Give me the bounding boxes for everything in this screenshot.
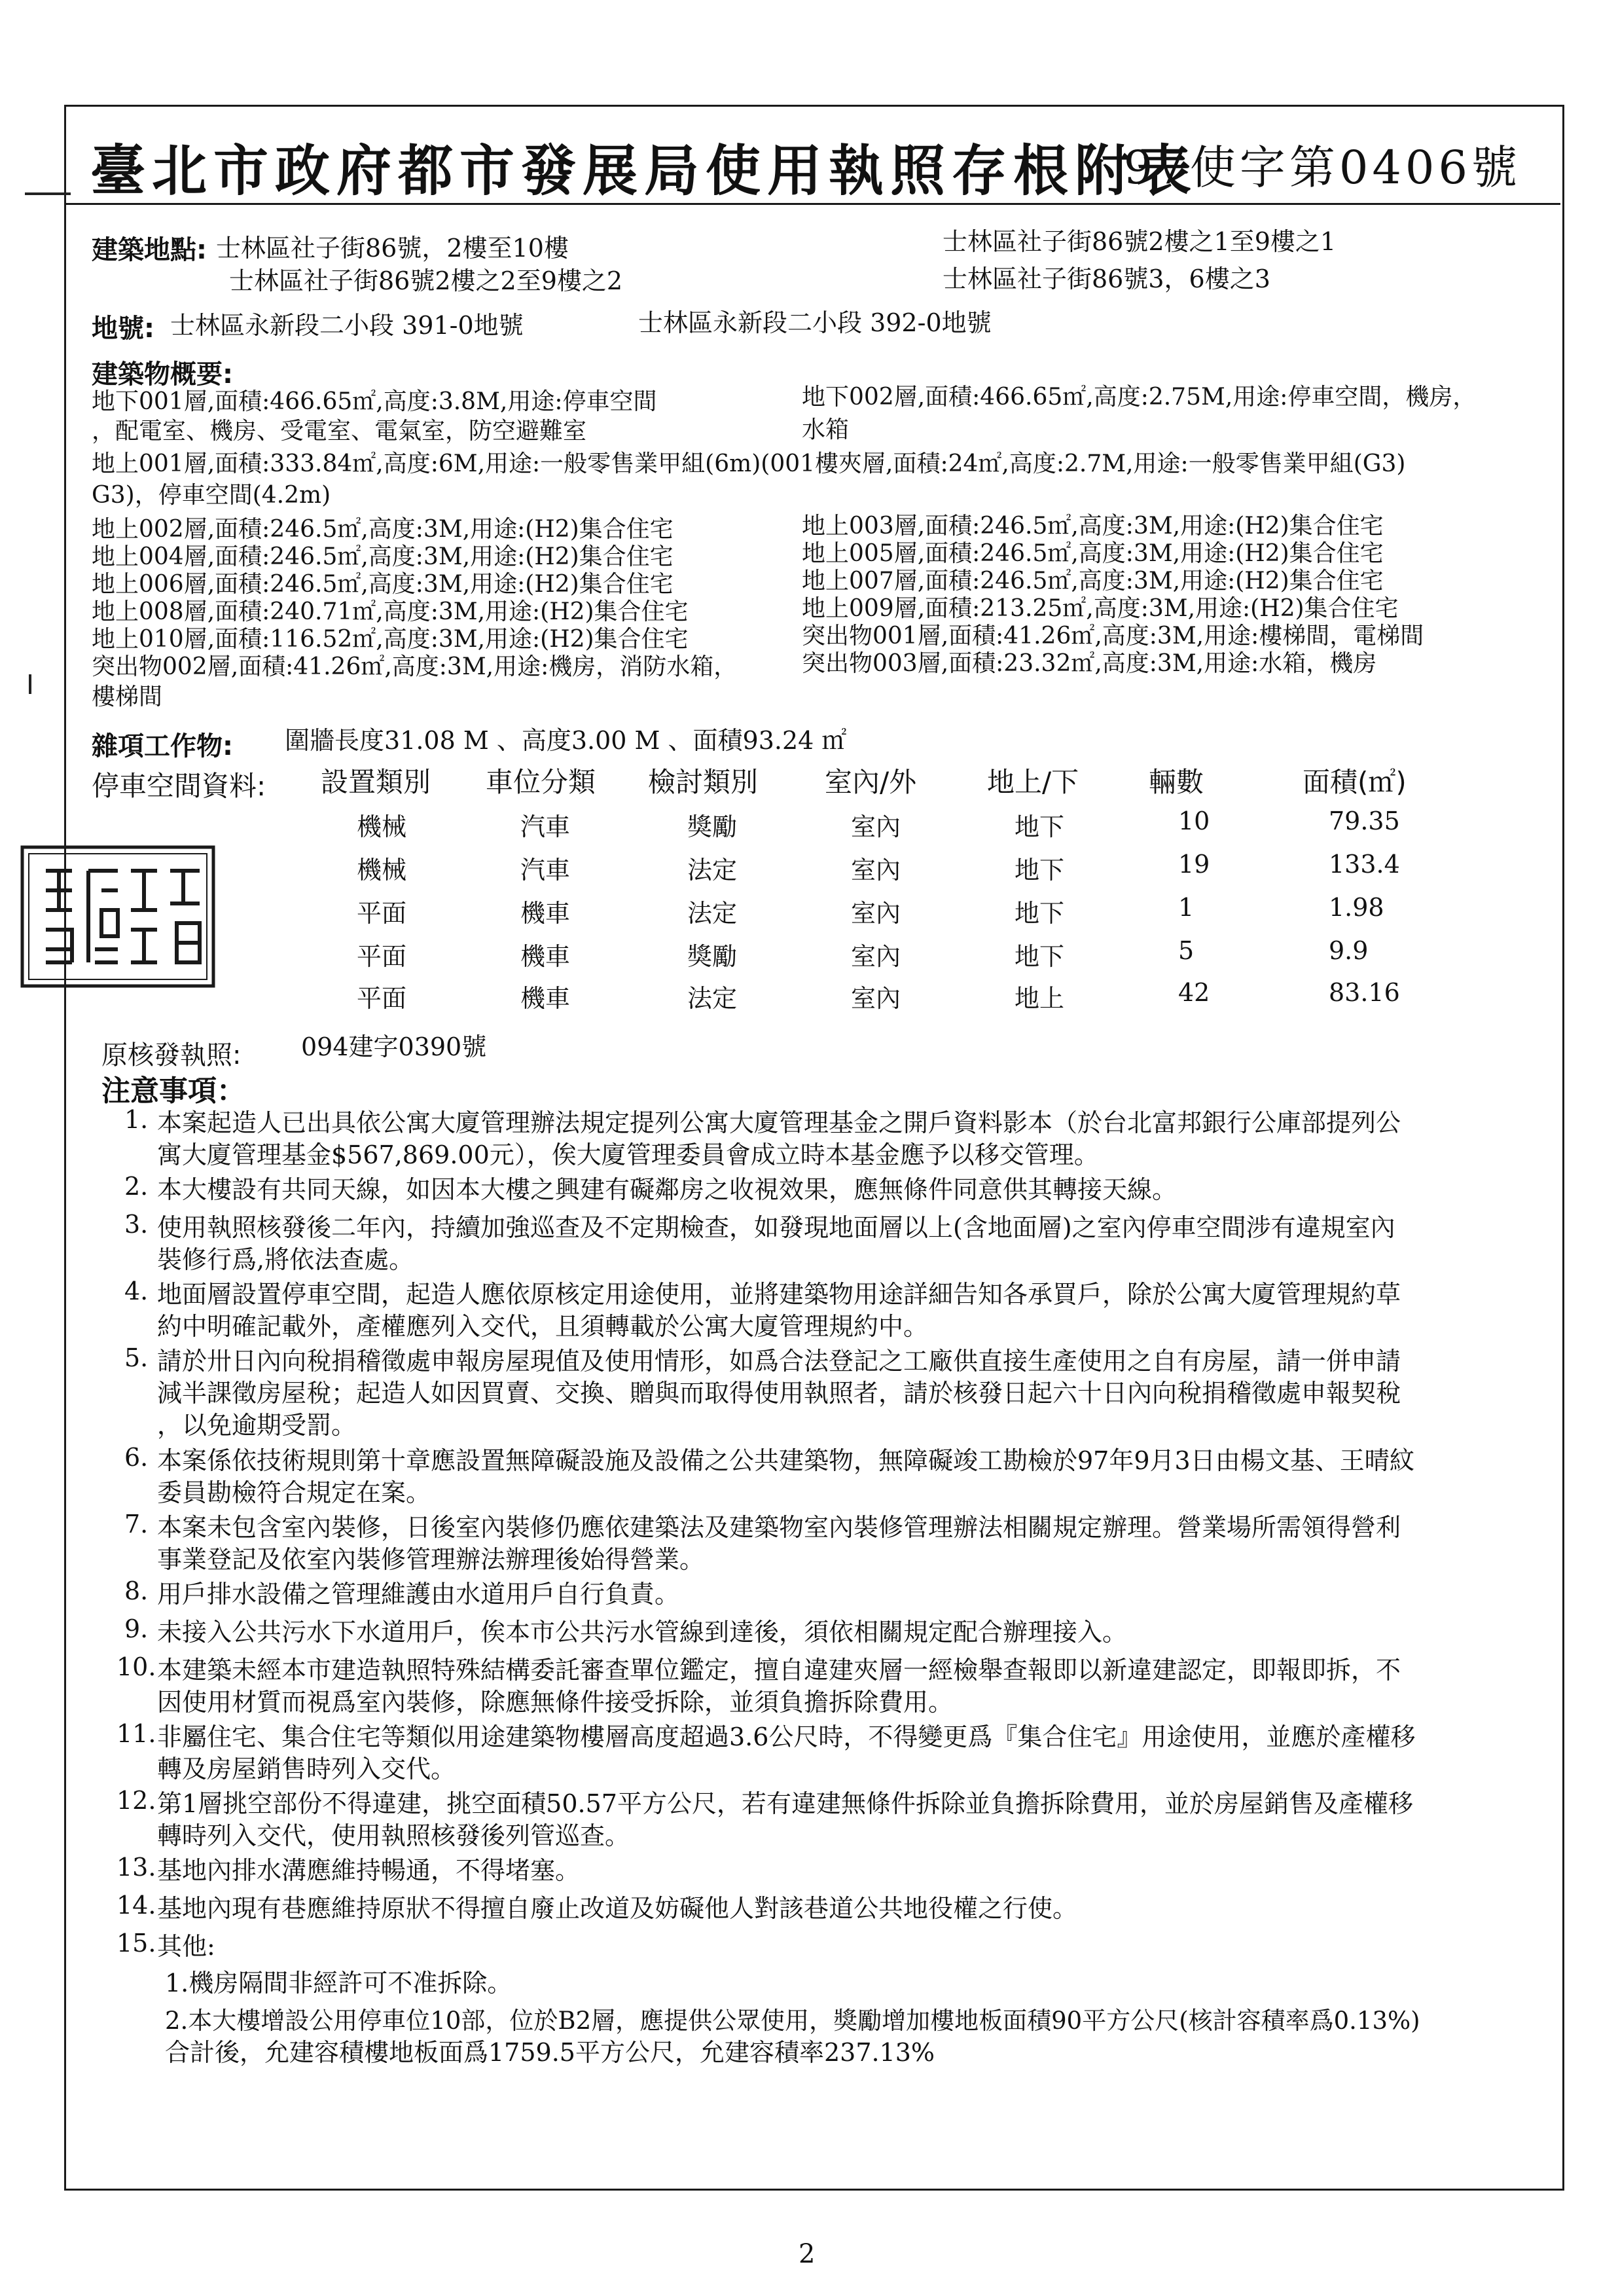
parking-cell: 地下 xyxy=(1015,856,1065,884)
parking-cell: 汽車 xyxy=(520,856,571,884)
note-number: 9. xyxy=(124,1614,149,1643)
parking-header-1: 設置類別 xyxy=(321,766,431,798)
note-number: 4. xyxy=(124,1277,149,1305)
parking-cell: 42 xyxy=(1178,978,1210,1007)
note-line: 第1層挑空部份不得違建，挑空面積50.57平方公尺，若有違建無條件拆除並負擔拆除費用，並於房屋銷售及產權移 xyxy=(157,1789,1413,1818)
parking-cell: 法定 xyxy=(687,856,738,884)
page-number: 2 xyxy=(799,2239,816,2269)
note-line: 轉時列入交代，使用執照核發後列管巡查。 xyxy=(157,1821,630,1850)
address-line1-right: 士林區社子街86號2樓之1至9樓之1 xyxy=(943,227,1337,256)
note-number: 14. xyxy=(117,1891,156,1920)
parking-cell: 地上 xyxy=(1015,984,1065,1013)
note-line: 用戶排水設備之管理維護由水道用戶自行負責。 xyxy=(157,1580,680,1609)
parking-cell: 5 xyxy=(1178,936,1195,965)
parking-cell: 1 xyxy=(1178,893,1195,922)
note-number: 6. xyxy=(124,1443,149,1472)
parking-cell: 室內 xyxy=(851,899,901,928)
parking-cell: 法定 xyxy=(687,984,738,1013)
parking-cell: 機械 xyxy=(357,812,407,841)
floor-right-3: 地上007層,面積:246.5㎡,高度:3M,用途:(H2)集合住宅 xyxy=(802,568,1384,594)
note-line: 使用執照核發後二年內，持續加強巡查及不定期檢查，如發現地面層以上(含地面層)之室內停車空間涉有違規室內 xyxy=(157,1213,1395,1242)
parking-cell: 機車 xyxy=(520,942,571,971)
original-license-label: 原核發執照: xyxy=(101,1040,242,1070)
parking-cell: 平面 xyxy=(357,942,407,971)
note-number: 15. xyxy=(117,1929,156,1958)
note-line: 其他: xyxy=(157,1932,215,1961)
address-line2-left: 士林區社子街86號2樓之2至9樓之2 xyxy=(229,266,623,295)
address-line2-right: 士林區社子街86號3，6樓之3 xyxy=(943,264,1270,293)
note-line: 本大樓設有共同天線，如因本大樓之興建有礙鄰房之收視效果，應無條件同意供其轉接天線。 xyxy=(157,1175,1178,1204)
note-number: 1. xyxy=(124,1105,149,1134)
note-line: 轉及房屋銷售時列入交代。 xyxy=(157,1755,456,1783)
note-line: 寓大廈管理基金$567,869.00元），俟大廈管理委員會成立時本基金應予以移交管理。 xyxy=(157,1140,1099,1169)
parking-cell: 79.35 xyxy=(1329,807,1400,835)
parking-cell: 機車 xyxy=(520,899,571,928)
lot-left: 士林區永新段二小段 391-0地號 xyxy=(170,311,524,340)
note-line: 事業登記及依室內裝修管理辦法辦理後始得營業。 xyxy=(157,1545,705,1574)
misc-label: 雜項工作物: xyxy=(92,731,233,761)
title-row xyxy=(64,105,1560,205)
note-line: 本建築未經本市建造執照特殊結構委託審查單位鑑定，擅自違建夾層一經檢舉查報即以新違建認定，即報即拆，不 xyxy=(157,1656,1401,1685)
note-number: 11. xyxy=(117,1719,156,1748)
note-line: 本案係依技術規則第十章應設置無障礙設施及設備之公共建築物，無障礙竣工勘檢於97年9月3日由楊文基、王晴紋 xyxy=(157,1446,1414,1475)
lot-label: 地號: xyxy=(92,314,154,344)
note-sub-2-line2: 合計後，允建容積樓地板面爲1759.5平方公尺，允建容積率237.13% xyxy=(165,2038,935,2067)
parking-cell: 室內 xyxy=(851,856,901,884)
floor-right-1: 地上003層,面積:246.5㎡,高度:3M,用途:(H2)集合住宅 xyxy=(802,513,1384,539)
note-line: 委員勘檢符合規定在案。 xyxy=(157,1478,431,1507)
note-line: 基地內排水溝應維持暢通，不得堵塞。 xyxy=(157,1856,581,1885)
floor-right-5: 突出物001層,面積:41.26㎡,高度:3M,用途:樓梯間，電梯間 xyxy=(802,623,1424,649)
note-line: 約中明確記載外，產權應列入交代，且須轉載於公寓大廈管理規約中。 xyxy=(157,1312,929,1341)
note-line: 因使用材質而視爲室內裝修，除應無條件接受拆除，並須負擔拆除費用。 xyxy=(157,1688,954,1717)
parking-cell: 室內 xyxy=(851,984,901,1013)
note-line: 非屬住宅、集合住宅等類似用途建築物樓層高度超過3.6公尺時，不得變更爲『集合住宅』用途使用，並應於產權移 xyxy=(157,1722,1416,1751)
floor-left-1: 地上002層,面積:246.5㎡,高度:3M,用途:(H2)集合住宅 xyxy=(92,516,674,543)
parking-cell: 法定 xyxy=(687,899,738,928)
parking-cell: 83.16 xyxy=(1329,978,1400,1007)
parking-cell: 室內 xyxy=(851,812,901,841)
floor-right-4: 地上009層,面積:213.25㎡,高度:3M,用途:(H2)集合住宅 xyxy=(802,595,1399,622)
g1-line1: 地上001層,面積:333.84㎡,高度:6M,用途:一般零售業甲組(6m)(001樓夾層,面積:24㎡,高度:2.7M,用途:一般零售業甲組(G3) xyxy=(92,450,1406,477)
parking-cell: 平面 xyxy=(357,899,407,928)
parking-cell: 地下 xyxy=(1015,812,1065,841)
misc-value: 圍牆長度31.08 M 、高度3.00 M 、面積93.24 ㎡ xyxy=(285,726,847,755)
note-line: 請於卅日內向稅捐稽徵處申報房屋現值及使用情形，如爲合法登記之工廠供直接生產使用之自有房屋，請一併申請 xyxy=(157,1347,1401,1376)
parking-cell: 9.9 xyxy=(1329,936,1369,965)
b2-line2: 水箱 xyxy=(802,416,850,443)
floor-left-2: 地上004層,面積:246.5㎡,高度:3M,用途:(H2)集合住宅 xyxy=(92,543,674,570)
note-number: 8. xyxy=(124,1576,149,1605)
margin-tick xyxy=(29,674,31,694)
parking-label: 停車空間資料: xyxy=(92,770,266,802)
parking-cell: 汽車 xyxy=(520,812,571,841)
note-line: 基地內現有巷應維持原狀不得擅自廢止改道及妨礙他人對該巷道公共地役權之行使。 xyxy=(157,1894,1078,1923)
note-line: 本案未包含室內裝修，日後室內裝修仍應依建築法及建築物室內裝修管理辦法相關規定辦理。營業場所需領得營利 xyxy=(157,1513,1401,1542)
parking-cell: 19 xyxy=(1178,850,1210,879)
note-line: 本案起造人已出具依公寓大廈管理辦法規定提列公寓大廈管理基金之開戶資料影本（於台北富邦銀行公庫部提列公 xyxy=(157,1108,1401,1137)
address-line1-left: 士林區社子街86號，2樓至10樓 xyxy=(216,234,569,263)
parking-header-3: 檢討類別 xyxy=(648,766,759,798)
note-number: 12. xyxy=(117,1786,156,1815)
parking-cell: 獎勵 xyxy=(687,942,738,971)
parking-header-7: 面積(㎡) xyxy=(1303,766,1407,798)
note-sub-1: 1.機房隔間非經許可不准拆除。 xyxy=(165,1969,512,1997)
parking-header-2: 車位分類 xyxy=(486,766,596,798)
note-line: 裝修行爲,將依法查處。 xyxy=(157,1245,414,1274)
parking-header-4: 室內/外 xyxy=(825,766,917,798)
floor-left-6: 突出物002層,面積:41.26㎡,高度:3M,用途:機房，消防水箱， xyxy=(92,653,738,680)
parking-cell: 10 xyxy=(1178,807,1210,835)
parking-cell: 1.98 xyxy=(1329,893,1384,922)
parking-header-6: 輛數 xyxy=(1149,766,1204,798)
note-line: 未接入公共污水下水道用戶，俟本市公共污水管線到達後，須依相關規定配合辦理接入。 xyxy=(157,1618,1128,1647)
note-sub-2-line1: 2.本大樓增設公用停車位10部，位於B2層，應提供公眾使用，獎勵增加樓地板面積90平方公尺(核計容積率爲0.13%) xyxy=(165,2007,1420,2035)
parking-cell: 機械 xyxy=(357,856,407,884)
notes-label: 注意事項： xyxy=(101,1074,245,1108)
note-line: ，以免逾期受罰。 xyxy=(157,1411,357,1440)
b1-line2: ，配電室、機房、受電室、電氣室，防空避難室 xyxy=(92,418,587,445)
floor-left-7: 樓梯間 xyxy=(92,683,163,710)
page-title: 臺北市政府都市發展局使用執照存根附表 xyxy=(90,138,1198,203)
g1-line2: G3)，停車空間(4.2m) xyxy=(92,482,331,509)
parking-cell: 獎勵 xyxy=(687,812,738,841)
note-number: 5. xyxy=(124,1343,149,1372)
note-number: 2. xyxy=(124,1172,149,1201)
floor-right-2: 地上005層,面積:246.5㎡,高度:3M,用途:(H2)集合住宅 xyxy=(802,540,1384,567)
parking-header-5: 地上/下 xyxy=(987,766,1079,798)
b2-line1: 地下002層,面積:466.65㎡,高度:2.75M,用途:停車空間，機房， xyxy=(802,384,1477,410)
floor-left-3: 地上006層,面積:246.5㎡,高度:3M,用途:(H2)集合住宅 xyxy=(92,571,674,598)
parking-cell: 機車 xyxy=(520,984,571,1013)
official-seal xyxy=(20,845,216,989)
address-label: 建築地點: xyxy=(92,235,207,265)
parking-cell: 平面 xyxy=(357,984,407,1013)
note-number: 10. xyxy=(117,1652,156,1681)
note-number: 7. xyxy=(124,1510,149,1539)
note-number: 3. xyxy=(124,1210,149,1239)
lot-right: 士林區永新段二小段 392-0地號 xyxy=(638,308,992,337)
note-number: 13. xyxy=(117,1853,156,1882)
permit-number: 97使字第0406號 xyxy=(1123,141,1521,194)
floor-right-6: 突出物003層,面積:23.32㎡,高度:3M,用途:水箱，機房 xyxy=(802,650,1377,677)
parking-cell: 地下 xyxy=(1015,942,1065,971)
original-license-value: 094建字0390號 xyxy=(301,1032,487,1061)
floor-left-4: 地上008層,面積:240.71㎡,高度:3M,用途:(H2)集合住宅 xyxy=(92,598,689,625)
parking-cell: 133.4 xyxy=(1329,850,1400,879)
overview-label: 建築物概要: xyxy=(92,359,233,390)
parking-cell: 室內 xyxy=(851,942,901,971)
b1-line1: 地下001層,面積:466.65㎡,高度:3.8M,用途:停車空間 xyxy=(92,388,657,415)
note-line: 地面層設置停車空間，起造人應依原核定用途使用，並將建築物用途詳細告知各承買戶，除於公寓大廈管理規約草 xyxy=(157,1280,1401,1309)
note-line: 減半課徵房屋稅；起造人如因買賣、交換、贈與而取得使用執照者，請於核發日起六十日內向稅捐稽徵處申報契稅 xyxy=(157,1379,1401,1408)
floor-left-5: 地上010層,面積:116.52㎡,高度:3M,用途:(H2)集合住宅 xyxy=(92,626,689,653)
parking-cell: 地下 xyxy=(1015,899,1065,928)
